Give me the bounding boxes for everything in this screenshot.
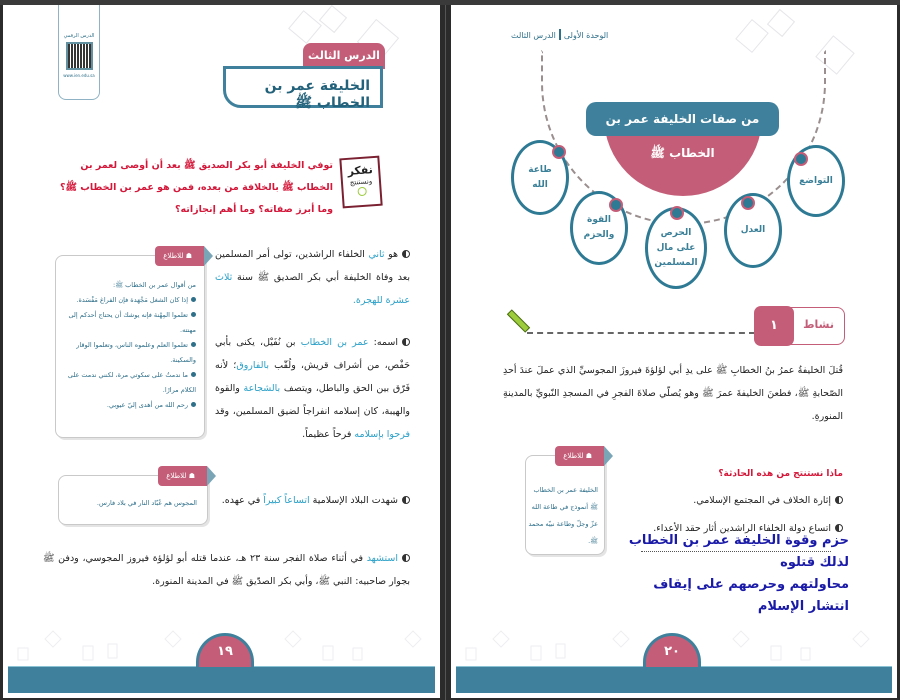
badge-title: نفكر xyxy=(347,163,374,178)
paragraph-expansion: شهدت البلاد الإسلامية اتساعاً كبيراً في عهده. xyxy=(215,489,410,512)
reader-icon: ☗ xyxy=(186,472,195,480)
qr-url[interactable]: www.ien.edu.sa xyxy=(63,73,95,78)
info-box-magians xyxy=(58,472,208,525)
paragraph-martyrdom: استشهد في أثناء صلاة الفجر سنة ٢٣ هـ، عندما قتله أبو لؤلؤة فيروز المجوسي، ودفن ﷺ بجوار صاحبيه: النبي ﷺ، وأبي بكر الصدّيق ﷺ في المدينة المنورة. xyxy=(43,553,410,587)
decorative-diamond xyxy=(767,9,795,37)
footer-band xyxy=(456,666,892,693)
info-tag: ☗ للاطلاع xyxy=(555,446,604,466)
page-gutter xyxy=(440,5,451,700)
bullet-icon xyxy=(402,554,410,562)
trait-obedience: طاعة الله xyxy=(511,140,569,215)
lesson-tab: الدرس الثالث xyxy=(303,43,385,69)
lightbulb-icon xyxy=(357,187,367,197)
traits-title: من صفات الخليفة عمر بن الخطاب ﷺ xyxy=(586,102,779,136)
info-tag: ☗ للاطلاع xyxy=(155,246,204,266)
intro-question: توفي الخليفة أبو بكر الصديق ﷺ بعد أن أوصى لعمر بن الخطاب ﷺ بالخلافة من بعده، فمن هو عمر بن الخطاب ﷺ؟ وما أبرز صفاته؟ وما أهم إنجازاته؟ xyxy=(60,160,333,215)
think-and-conclude-badge xyxy=(339,156,382,209)
activity-divider xyxy=(527,332,755,334)
decorative-diamond xyxy=(288,10,322,44)
bullet-icon xyxy=(402,338,410,346)
bullet-icon xyxy=(402,496,410,504)
info-box-quotes xyxy=(55,252,205,438)
decorative-diamond xyxy=(319,5,347,33)
quote-item: تعلموا العلم وعلموه الناس، وتعلموا الوقار والسكينة. xyxy=(76,341,196,364)
decorative-diamond xyxy=(735,19,769,53)
page-19 xyxy=(3,5,440,698)
handwritten-answer[interactable] xyxy=(611,530,849,618)
info-tag: ☗ للاطلاع xyxy=(158,466,207,486)
page-number: ١٩ xyxy=(196,633,254,667)
page-number: ٢٠ xyxy=(643,633,701,667)
quote-item: تعلموا المِهْنة فإنه يوشك أن يحتاج أحدكم إلى مهنته. xyxy=(68,311,196,334)
page-20 xyxy=(451,5,897,698)
quote-item: إذا كان الشغل مَجْهَدة فإن الفراغ مَفْسَدة. xyxy=(61,293,196,308)
badge-subtitle: ونستنتج xyxy=(349,176,373,187)
activity-label: نشاط xyxy=(803,318,834,331)
trait-care-for-wealth: الحرص على مال المسلمين xyxy=(645,207,707,289)
lesson-title: الخليفة عمر بن الخطاب ﷺ xyxy=(223,66,383,108)
activity-story: قُتلَ الخليفةُ عمرُ بنُ الخطابِ ﷺ على يدِ أبي لؤلؤةَ فيروزَ المجوسيِّ الذي عملَ عندَ أحدِ الصّحابةِ ﷺ، فطعنَ الخليفةَ عمرَ ﷺ وهو يُصلّي صلاةَ الفجرِ في المسجدِ النّبويِّ بالمدينةِ المنورةِ. xyxy=(503,365,843,422)
bullet-icon xyxy=(402,250,410,258)
obedience-note: الخليفة عمر بن الخطاب ﷺ أنموذج في طاعة الله عزّ وجلّ وطاعة نبيّه محمد ﷺ. xyxy=(528,486,598,545)
info-box-obedience xyxy=(525,452,605,555)
reader-icon: ☗ xyxy=(183,252,192,260)
quote-item: رحم الله من أهدى إليّ عيوبي. xyxy=(61,398,196,413)
answer-item: اتساع دولة الخلفاء الراشدين أثار حقد الأعداء. xyxy=(611,523,843,534)
quote-item: ما ندمتُ على سكوتي مرة، لكنني ندمت على الكلام مرارًا. xyxy=(67,371,196,394)
running-head xyxy=(511,29,608,40)
reader-icon: ☗ xyxy=(583,452,592,460)
footer-band xyxy=(8,666,435,693)
unit-label: الوحدة الأولى xyxy=(563,31,609,40)
paragraph-name: اسمه: عمر بن الخطاب بن نُفَيْل، يكنى بأبي حَفْص، من أشراف قريش، ولُقّب بالفاروق؛ لأنه فَرّق بين الحق والباطل، ويتصف بالشجاعة والقوة والهيبة، كان إسلامه انفراجاً لضيق المسلمين، وقد فرحوا بإسلامه فرحاً عظيماً. xyxy=(215,337,410,440)
trait-justice: العدل xyxy=(724,193,782,268)
pencil-icon xyxy=(507,309,530,332)
bullet-icon xyxy=(835,496,843,504)
quotes-heading: من أقوال عمر بن الخطاب ﷺ: xyxy=(113,281,196,289)
conclusion-question: ماذا نستنتج من هذه الحادثة؟ xyxy=(718,469,843,479)
magians-note: المجوس هم عُبّاد النار في بلاد فارس. xyxy=(96,499,197,507)
activity-header xyxy=(755,307,845,345)
activity-number: ١ xyxy=(754,306,794,346)
qr-code-icon[interactable] xyxy=(66,42,93,70)
qr-label: الدرس الرقمي xyxy=(63,33,95,39)
separator xyxy=(559,29,561,40)
digital-lesson-qr-card[interactable] xyxy=(58,5,100,100)
handwritten-line-2: محاولتهم وحرصهم على إيقاف انتشار الإسلام xyxy=(653,577,849,614)
trait-humility: التواضع xyxy=(787,145,845,217)
lesson-label: الدرس الثالث xyxy=(511,31,556,40)
answer-item: إثارة الخلاف في المجتمع الإسلامي. xyxy=(611,495,843,506)
handwritten-line-1: حزم وقوة الخليفة عمر بن الخطاب لذلك قتلوه xyxy=(628,533,849,570)
trait-strength: القوة والحزم xyxy=(570,191,628,265)
paragraph-position: هو ثاني الخلفاء الراشدين، تولى أمر المسلمين بعد وفاة الخليفة أبي بكر الصديق ﷺ سنة ثلاث عشرة للهجرة. xyxy=(215,249,410,306)
